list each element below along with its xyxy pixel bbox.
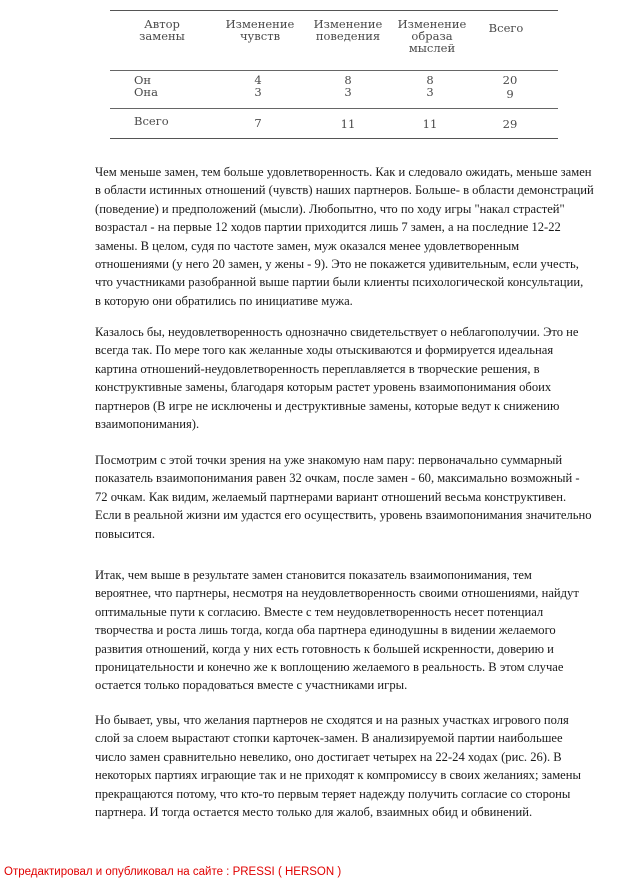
paragraph [95, 566, 615, 695]
text-line: Казалось бы, неудовлетворенность однозначно свидетельствует о неблагополучии. Это не [95, 325, 579, 339]
paragraph [95, 451, 615, 543]
text-line: оптимальные пути к согласию. Вместе с тем неудовлетворенность несет потенциал [95, 604, 544, 619]
text-line: Но бывает, увы, что желания партнеров не сходятся и на разных участках игрового поля [95, 713, 569, 727]
row-author: Она [134, 85, 158, 99]
header-thoughts: Изменение образа мыслей [397, 17, 467, 55]
text-line: повысится. [95, 526, 155, 541]
row-thoughts: 8 [426, 73, 434, 87]
table-header-rule [110, 70, 558, 71]
text-line: партнеров (В игре не исключены и деструктивные замены, которые ведут к снижению [95, 398, 560, 413]
text-line: замены. В целом, судя по частоте замен, муж оказался менее удовлетворенным [95, 238, 520, 253]
text-line: картина отношений-неудовлетворенность переплавляется в творческие решения, в [95, 361, 540, 376]
text-line: показатель взаимопонимания равен 32 очкам, после замен - 60, максимально возможный - [95, 471, 580, 486]
text-line: творчества и роста лишь тогда, когда оба партнера единодушны в видении желаемого [95, 623, 556, 638]
statistics-table [110, 8, 558, 146]
text-line: конструктивные замены, благодаря которым растет уровень взаимопонимания обоих [95, 380, 552, 395]
table-bottom-rule [110, 138, 558, 139]
row-thoughts: 3 [426, 85, 434, 99]
text-line: некоторых партиях играющие так и не приходят к компромиссу в своих желаниях; замены [95, 768, 581, 783]
row-author: Он [134, 73, 152, 87]
header-author: Автор замены [139, 17, 185, 43]
total-row-label: Всего [134, 114, 169, 128]
text-line: развития отношений, когда у них есть готовность к большей искренности, доверию и [95, 641, 554, 656]
paragraph [95, 323, 615, 433]
row-feelings: 3 [254, 85, 262, 99]
row-total: 9 [506, 87, 514, 101]
text-line: взаимопонимания). [95, 417, 200, 432]
text-line: прекращаются потому, что кто-то первым теряет надежду получить согласие со стороны [95, 786, 571, 801]
table-total-rule [110, 108, 558, 109]
row-feelings: 4 [254, 73, 262, 87]
table-top-rule [110, 10, 558, 11]
text-line: всегда так. По мере того как желанные ходы отыскиваются и формируется идеальная [95, 343, 554, 358]
paragraph [95, 163, 615, 310]
text-line: (поведение) и предположений (мысли). Любопытно, что по ходу игры "накал страстей" [95, 201, 565, 216]
header-feelings: Изменение чувств [225, 17, 295, 43]
header-behavior: Изменение поведения [313, 17, 383, 43]
text-line: 72 очкам. Как видим, желаемый партнерами вариант отношений весьма конструктивен. [95, 489, 567, 504]
total-row-thoughts: 11 [422, 117, 438, 131]
row-total: 20 [502, 73, 518, 87]
row-behavior: 3 [344, 85, 352, 99]
text-line: что участниками разобранной выше партии были клиенты психологической консультации, [95, 275, 584, 290]
text-line: Итак, чем выше в результате замен становится показатель взаимопонимания, тем [95, 568, 532, 582]
total-row-total: 29 [502, 117, 518, 131]
paragraph [95, 711, 615, 821]
text-line: отношениями (у него 20 замен, у жены - 9). Это не покажется удивительным, если учесть, [95, 257, 579, 272]
text-line: Посмотрим с этой точки зрения на уже знакомую нам пару: первоначально суммарный [95, 453, 563, 467]
text-line: остается только порадоваться вместе с участниками игры. [95, 678, 408, 693]
row-behavior: 8 [344, 73, 352, 87]
text-line: вероятнее, что партнеры, несмотря на неудовлетворенность своими отношениями, найдут [95, 586, 579, 601]
text-line: Если в реальной жизни им удастся его осуществить, уровень взаимопонимания значительно [95, 508, 592, 523]
text-line: возрастал - на первые 12 ходов партии приходится лишь 7 замен, а на последние 12-22 [95, 220, 561, 235]
total-row-behavior: 11 [340, 117, 356, 131]
text-line: число замен сравнительно невелико, оно достигает четырех на 22-24 ходах (рис. 26). В [95, 749, 562, 764]
header-total: Всего [488, 21, 524, 35]
text-line: в которую они обратились по инициативе мужа. [95, 293, 353, 308]
text-line: проницательности и конечно же к воплощению желаемого в реальность. В этом случае [95, 660, 564, 675]
total-row-feelings: 7 [254, 116, 262, 130]
footer-credit: Отредактировал и опубликовал на сайте : PRESSI ( HERSON ) [4, 866, 342, 878]
text-line: слой за слоем вырастают стопки карточек-замен. В анализируемой партии наибольшее [95, 731, 563, 746]
text-line: Чем меньше замен, тем больше удовлетворенность. Как и следовало ожидать, меньше замен [95, 165, 592, 179]
text-line: в области истинных отношений (чувств) наших партнеров. Больше- в области демонстраций [95, 183, 594, 198]
text-line: партнера. И тогда остается место только для жалоб, взаимных обид и обвинений. [95, 805, 533, 820]
